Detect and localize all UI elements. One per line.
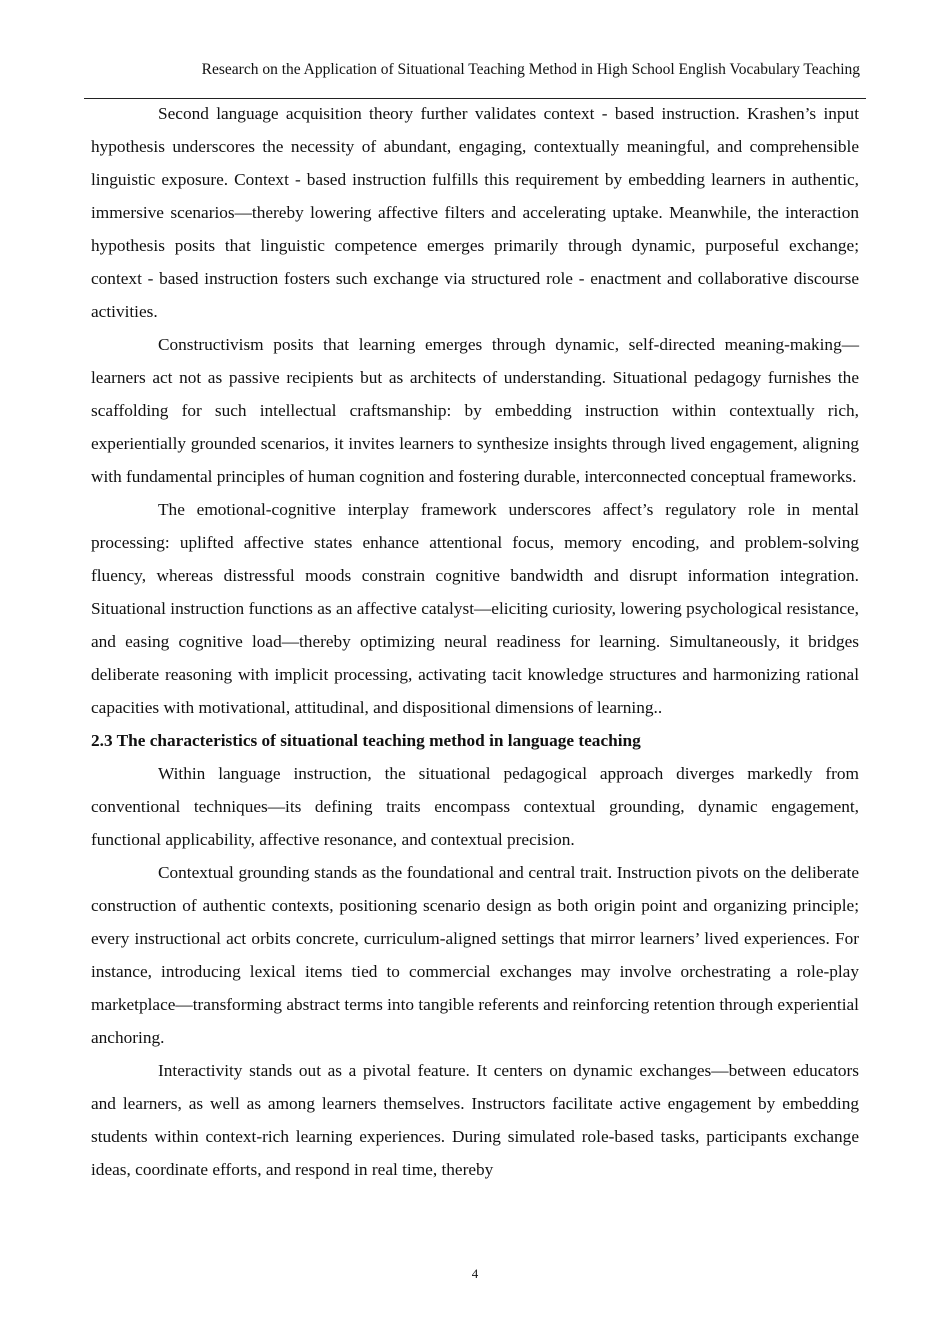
page-body — [91, 97, 859, 1186]
running-header: Research on the Application of Situational Teaching Method in High School English Vocabulary Teaching — [201, 61, 860, 78]
paragraph-contextual-grounding: Contextual grounding stands as the foundational and central trait. Instruction pivots on the deliberate construction of authentic contexts, positioning scenario design as both origin point and organizing principle; every instructional act orbits concrete, curriculum-aligned settings that mirror learners’ lived experiences. For instance, introducing lexical items tied to commercial exchanges may involve orchestrating a role-play marketplace—transforming abstract terms into tangible referents and reinforcing retention through experiential anchoring. — [91, 863, 859, 1047]
paragraph-characteristics-intro: Within language instruction, the situational pedagogical approach diverges markedly from conventional techniques—its defining traits encompass contextual grounding, dynamic engagement, functional applicability, affective resonance, and contextual precision. — [91, 764, 859, 849]
paragraph-interactivity: Interactivity stands out as a pivotal feature. It centers on dynamic exchanges—between educators and learners, as well as among learners themselves. Instructors facilitate active engagement by embedding students within context-rich learning experiences. During simulated role-based tasks, participants exchange ideas, coordinate efforts, and respond in real time, thereby — [91, 1061, 859, 1179]
paragraph-constructivism: Constructivism posits that learning emerges through dynamic, self-directed meaning-making—learners act not as passive recipients but as architects of understanding. Situational pedagogy furnishes the scaffolding for such intellectual craftsmanship: by embedding instruction within contextually rich, experientially grounded scenarios, it invites learners to synthesize insights through lived engagement, aligning with fundamental principles of human cognition and fostering durable, interconnected conceptual frameworks. — [91, 335, 859, 486]
paragraph-emotional-cognitive: The emotional-cognitive interplay framework underscores affect’s regulatory role in mental processing: uplifted affective states enhance attentional focus, memory encoding, and problem-solving fluency, whereas distressful moods constrain cognitive bandwidth and disrupt information integration. Situational instruction functions as an affective catalyst—eliciting curiosity, lowering psychological resistance, and easing cognitive load—thereby optimizing neural readiness for learning. Simultaneously, it bridges deliberate reasoning with implicit processing, activating tacit knowledge structures and harmonizing rational capacities with motivational, attitudinal, and dispositional dimensions of learning.. — [91, 500, 859, 717]
page-number: 4 — [471, 1266, 479, 1281]
section-heading: 2.3 The characteristics of situational teaching method in language teaching — [91, 731, 641, 750]
paragraph-sla-theory: Second language acquisition theory further validates context - based instruction. Krashen’s input hypothesis underscores the necessity of abundant, engaging, contextually meaningful, and comprehensible linguistic exposure. Context - based instruction fulfills this requirement by embedding learners in authentic, immersive scenarios—thereby lowering affective filters and accelerating uptake. Meanwhile, the interaction hypothesis posits that linguistic competence emerges primarily through dynamic, purposeful exchange; context - based instruction fosters such exchange via structured role - enactment and collaborative discourse activities. — [91, 104, 859, 321]
